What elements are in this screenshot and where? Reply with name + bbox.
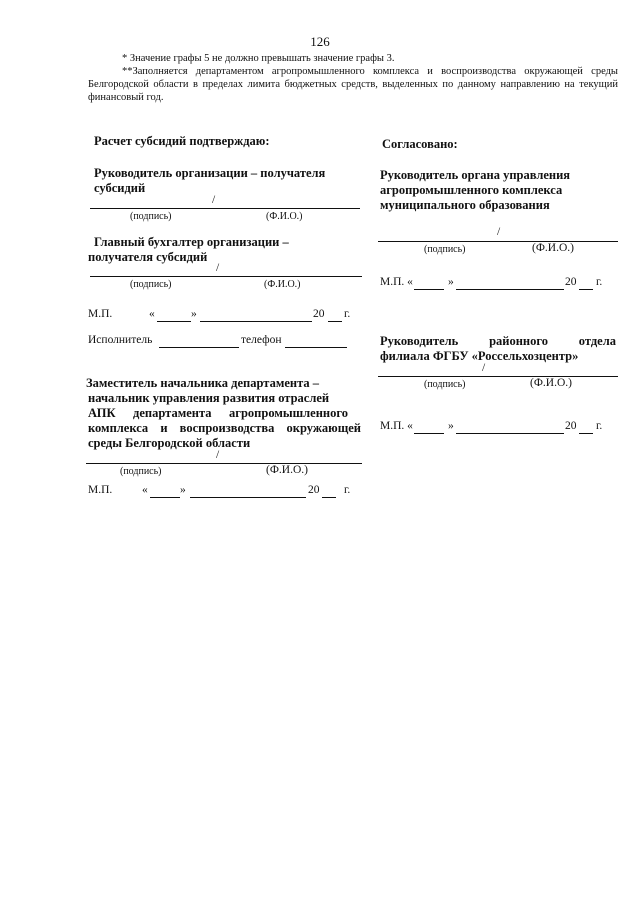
mun-head-title-2: агропромышленного комплекса — [380, 183, 563, 197]
confirm-title: Расчет субсидий подтверждаю: — [94, 134, 270, 148]
footnote-2-line-2: Белгородской области в пределах лимита бюджетных средств, выделенных по данному направлению на текущий — [88, 79, 618, 90]
deputy-year-prefix: 20 — [308, 484, 320, 496]
deputy-title-2: начальник управления развития отраслей — [88, 391, 330, 405]
deputy-title-4: комплекса и воспроизводства окружающей — [88, 421, 361, 435]
deputy-date-quote-close: » — [180, 484, 186, 496]
right-date-quote-close-2: » — [448, 420, 454, 432]
deputy-date-quote-open: « — [142, 484, 148, 496]
deputy-signature-line — [86, 463, 362, 464]
district-head-slash: / — [482, 362, 486, 374]
right-day-line-1 — [414, 289, 444, 290]
right-year-line-2 — [579, 433, 593, 434]
right-date-quote-close-1: » — [448, 276, 454, 288]
right-year-prefix-1: 20 — [565, 276, 577, 288]
executor-label: Исполнитель — [88, 334, 153, 346]
accountant-title-2: получателя субсидий — [88, 250, 208, 264]
deputy-fio-label: (Ф.И.О.) — [266, 464, 308, 476]
district-head-title-2: филиала ФГБУ «Россельхозцентр» — [380, 349, 579, 363]
left-year-suffix: г. — [344, 308, 351, 320]
left-year-prefix: 20 — [313, 308, 325, 320]
left-date-quote-open: « — [149, 308, 155, 320]
phone-label: телефон — [241, 334, 282, 346]
deputy-year-line — [322, 497, 336, 498]
deputy-mp-label: М.П. — [88, 484, 113, 496]
right-year-suffix-2: г. — [596, 420, 603, 432]
footnotes — [88, 52, 618, 104]
deputy-title-3: АПК департамента агропромышленного — [88, 406, 348, 420]
mun-head-fio-label: (Ф.И.О.) — [532, 242, 574, 254]
left-month-line — [200, 321, 312, 322]
mun-head-title-1: Руководитель органа управления — [380, 168, 571, 182]
district-head-fio-label: (Ф.И.О.) — [530, 377, 572, 389]
district-head-signature-line — [378, 376, 618, 377]
org-head-slash: / — [212, 194, 216, 206]
accountant-slash: / — [216, 262, 220, 274]
left-year-line — [328, 321, 342, 322]
right-year-line-1 — [579, 289, 593, 290]
deputy-signature-label: (подпись) — [120, 466, 162, 477]
deputy-title-1: Заместитель начальника департамента – — [86, 376, 320, 390]
mun-head-slash: / — [497, 226, 501, 238]
mun-head-title-3: муниципального образования — [380, 198, 550, 212]
right-mp-label-1: М.П. « — [380, 276, 413, 288]
org-head-signature-line — [90, 208, 360, 209]
footnote-1: * Значение графы 5 не должно превышать значение графы 3. — [122, 53, 395, 64]
accountant-fio-label: (Ф.И.О.) — [264, 279, 301, 290]
accountant-signature-label: (подпись) — [130, 279, 172, 290]
right-day-line-2 — [414, 433, 444, 434]
mun-head-signature-label: (подпись) — [424, 244, 466, 255]
deputy-slash: / — [216, 449, 220, 461]
footnote-2-line-3: финансовый год. — [88, 92, 164, 103]
deputy-title-5: среды Белгородской области — [88, 436, 251, 450]
right-year-prefix-2: 20 — [565, 420, 577, 432]
right-year-suffix-1: г. — [596, 276, 603, 288]
agreed-title: Согласовано: — [382, 137, 458, 151]
deputy-day-line — [150, 497, 180, 498]
mun-head-signature-line — [378, 241, 618, 242]
org-head-signature-label: (подпись) — [130, 211, 172, 222]
right-month-line-1 — [456, 289, 564, 290]
deputy-month-line — [190, 497, 306, 498]
left-day-line — [157, 321, 191, 322]
right-mp-label-2: М.П. « — [380, 420, 413, 432]
deputy-year-suffix: г. — [344, 484, 351, 496]
accountant-title-1: Главный бухгалтер организации – — [94, 235, 289, 249]
left-date-quote-close: » — [191, 308, 197, 320]
accountant-signature-line — [90, 276, 362, 277]
district-head-signature-label: (подпись) — [424, 379, 466, 390]
executor-line — [159, 347, 239, 348]
org-head-title-1: Руководитель организации – получателя — [94, 166, 326, 180]
page-number: 126 — [310, 34, 330, 49]
org-head-title-2: субсидий — [94, 181, 146, 195]
phone-line — [285, 347, 347, 348]
right-month-line-2 — [456, 433, 564, 434]
footnote-2-line-1: **Заполняется департаментом агропромышленного комплекса и воспроизводства окружающей среды — [122, 66, 618, 77]
district-head-title-1: Руководитель районного отдела — [380, 334, 616, 348]
left-mp-label: М.П. — [88, 308, 113, 320]
org-head-fio-label: (Ф.И.О.) — [266, 211, 303, 222]
